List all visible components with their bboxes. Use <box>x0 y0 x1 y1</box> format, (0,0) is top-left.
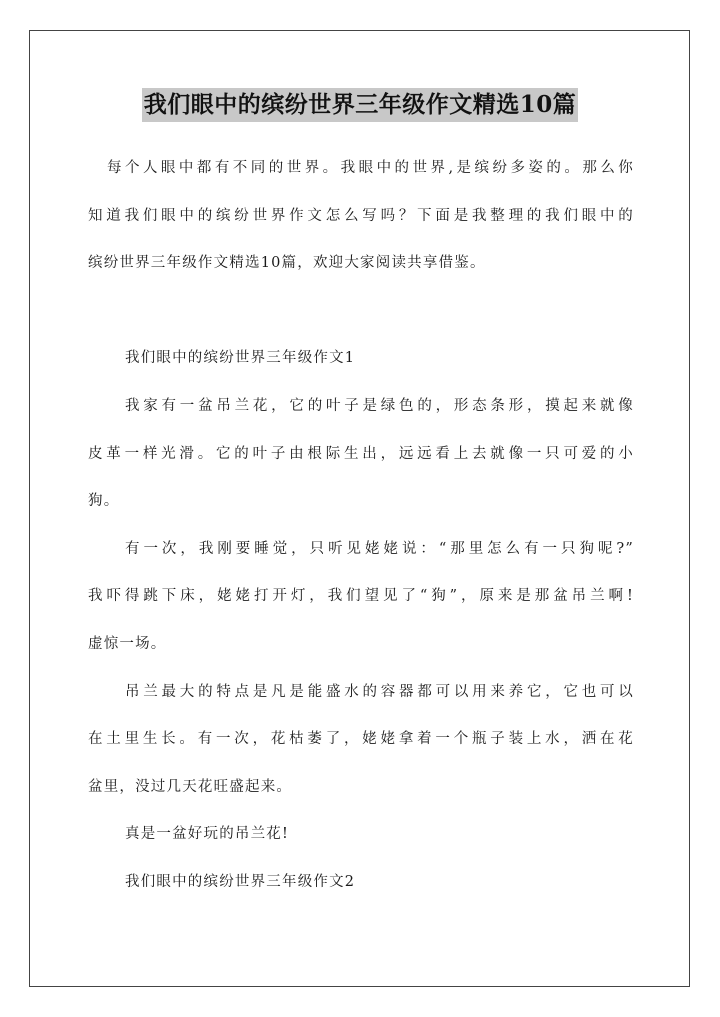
document-title: 我们眼中的缤纷世界三年级作文精选10篇 <box>142 88 579 122</box>
paragraph-line: 吊兰最大的特点是凡是能盛水的容器都可以用来养它，它也可以 <box>125 683 634 700</box>
document-body <box>88 145 634 907</box>
paragraph-line: 我吓得跳下床，姥姥打开灯，我们望见了“狗”，原来是那盆吊兰啊! <box>88 588 634 605</box>
paragraph-line: 在土里生长。有一次，花枯萎了，姥姥拿着一个瓶子装上水，洒在花 <box>88 731 634 748</box>
paragraph-line: 有一次，我刚要睡觉，只听见姥姥说：“那里怎么有一只狗呢?” <box>125 540 634 557</box>
intro-line: 每个人眼中都有不同的世界。我眼中的世界,是缤纷多姿的。那么你 <box>107 160 634 176</box>
paragraph-line: 真是一盆好玩的吊兰花! <box>125 826 290 843</box>
blank-line <box>88 288 634 336</box>
title-area <box>0 88 720 122</box>
paragraph-line: 皮革一样光滑。它的叶子由根际生出，远远看上去就像一只可爱的小 <box>88 445 634 462</box>
intro-line: 缤纷世界三年级作文精选10篇，欢迎大家阅读共享借鉴。 <box>88 255 486 272</box>
paragraph-line: 虚惊一场。 <box>88 635 167 652</box>
paragraph-line: 狗。 <box>88 493 120 510</box>
paragraph-line: 我家有一盆吊兰花，它的叶子是绿色的，形态条形，摸起来就像 <box>125 397 634 414</box>
paragraph-line: 盆里，没过几天花旺盛起来。 <box>88 778 293 795</box>
essay-heading: 我们眼中的缤纷世界三年级作文1 <box>125 350 356 367</box>
essay-heading: 我们眼中的缤纷世界三年级作文2 <box>125 873 356 890</box>
intro-line: 知道我们眼中的缤纷世界作文怎么写吗？下面是我整理的我们眼中的 <box>88 207 634 224</box>
